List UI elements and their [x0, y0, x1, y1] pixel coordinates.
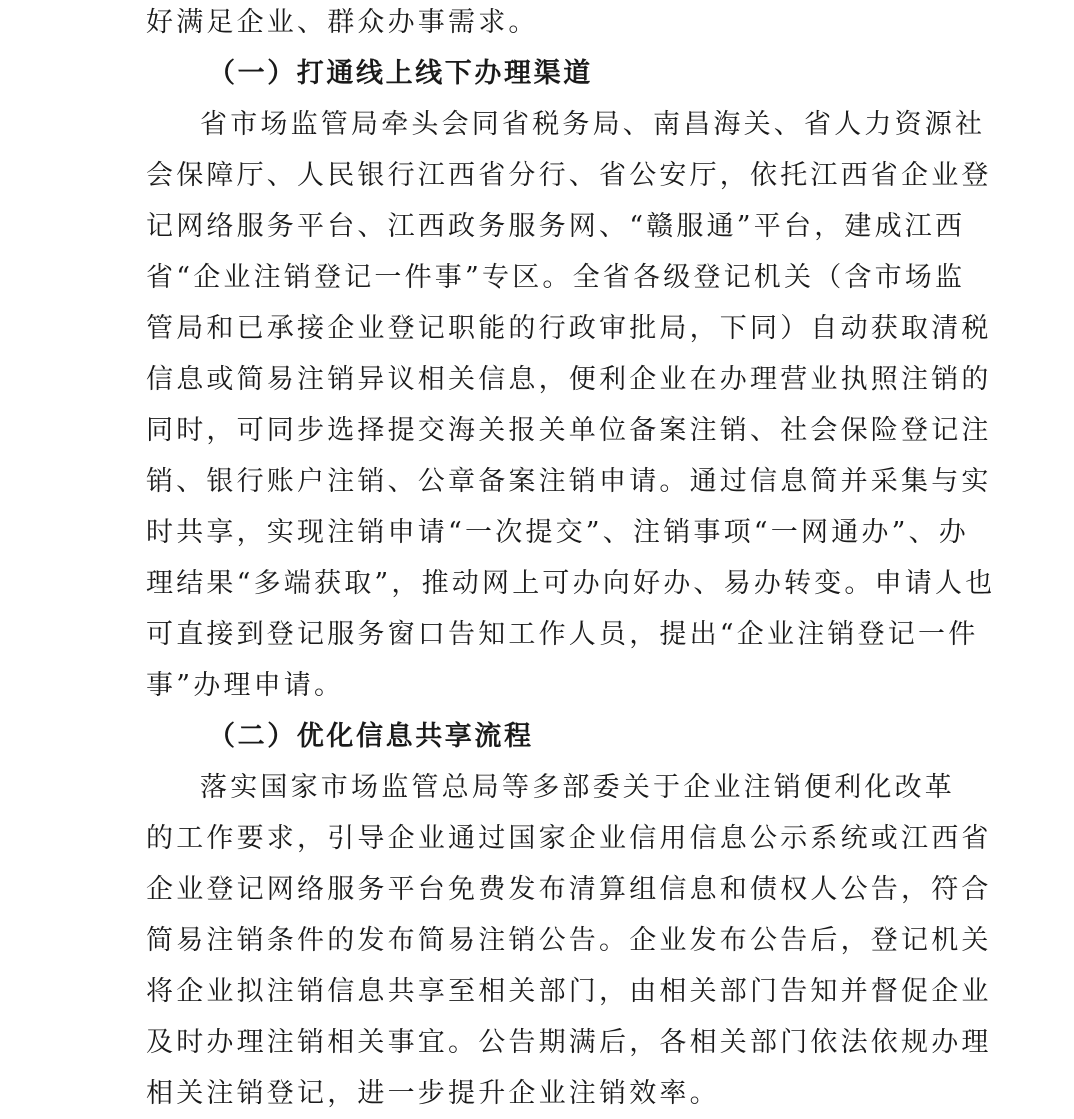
- paragraph-line: 理结果“多端获取”，推动网上可办向好办、易办转变。申请人也: [146, 568, 996, 599]
- paragraph-line: 省市场监管局牵头会同省税务局、南昌海关、省人力资源社: [200, 109, 986, 140]
- section-2-paragraph: [146, 762, 992, 1119]
- section-1-paragraph: [146, 99, 996, 711]
- paragraph-line: 省“企业注销登记一件事”专区。全省各级登记机关（含市场监: [146, 262, 966, 293]
- paragraph-line: 可直接到登记服务窗口告知工作人员，提出“企业注销登记一件: [146, 619, 979, 650]
- intro-tail-line: 好满足企业、群众办事需求。: [146, 7, 539, 38]
- paragraph-line: 相关注销登记，进一步提升企业注销效率。: [146, 1078, 720, 1109]
- paragraph-line: 时共享，实现注销申请“一次提交”、注销事项“一网通办”、办: [146, 517, 970, 548]
- paragraph-line: 落实国家市场监管总局等多部委关于企业注销便利化改革: [200, 772, 955, 803]
- paragraph-line: 及时办理注销相关事宜。公告期满后，各相关部门依法依规办理: [146, 1027, 992, 1058]
- document-page: [146, 0, 996, 1119]
- paragraph-line: 管局和已承接企业登记职能的行政审批局，下同）自动获取清税: [146, 313, 992, 344]
- paragraph-line: 企业登记网络服务平台免费发布清算组信息和债权人公告，符合: [146, 874, 992, 905]
- paragraph-line: 事”办理申请。: [146, 670, 345, 701]
- paragraph-line: 销、银行账户注销、公章备案注销申请。通过信息简并采集与实: [146, 466, 992, 497]
- section-2-heading: （二）优化信息共享流程: [208, 721, 534, 752]
- paragraph-line: 记网络服务平台、江西政务服务网、“赣服通”平台，建成江西: [146, 211, 966, 242]
- paragraph-line: 信息或简易注销异议相关信息，便利企业在办理营业执照注销的: [146, 364, 992, 395]
- paragraph-line: 的工作要求，引导企业通过国家企业信用信息公示系统或江西省: [146, 823, 992, 854]
- paragraph-line: 会保障厅、人民银行江西省分行、省公安厅，依托江西省企业登: [146, 160, 992, 191]
- paragraph-line: 将企业拟注销信息共享至相关部门，由相关部门告知并督促企业: [146, 976, 992, 1007]
- paragraph-line: 同时，可同步选择提交海关报关单位备案注销、社会保险登记注: [146, 415, 992, 446]
- paragraph-line: 简易注销条件的发布简易注销公告。企业发布公告后，登记机关: [146, 925, 992, 956]
- section-1-heading: （一）打通线上线下办理渠道: [208, 58, 593, 89]
